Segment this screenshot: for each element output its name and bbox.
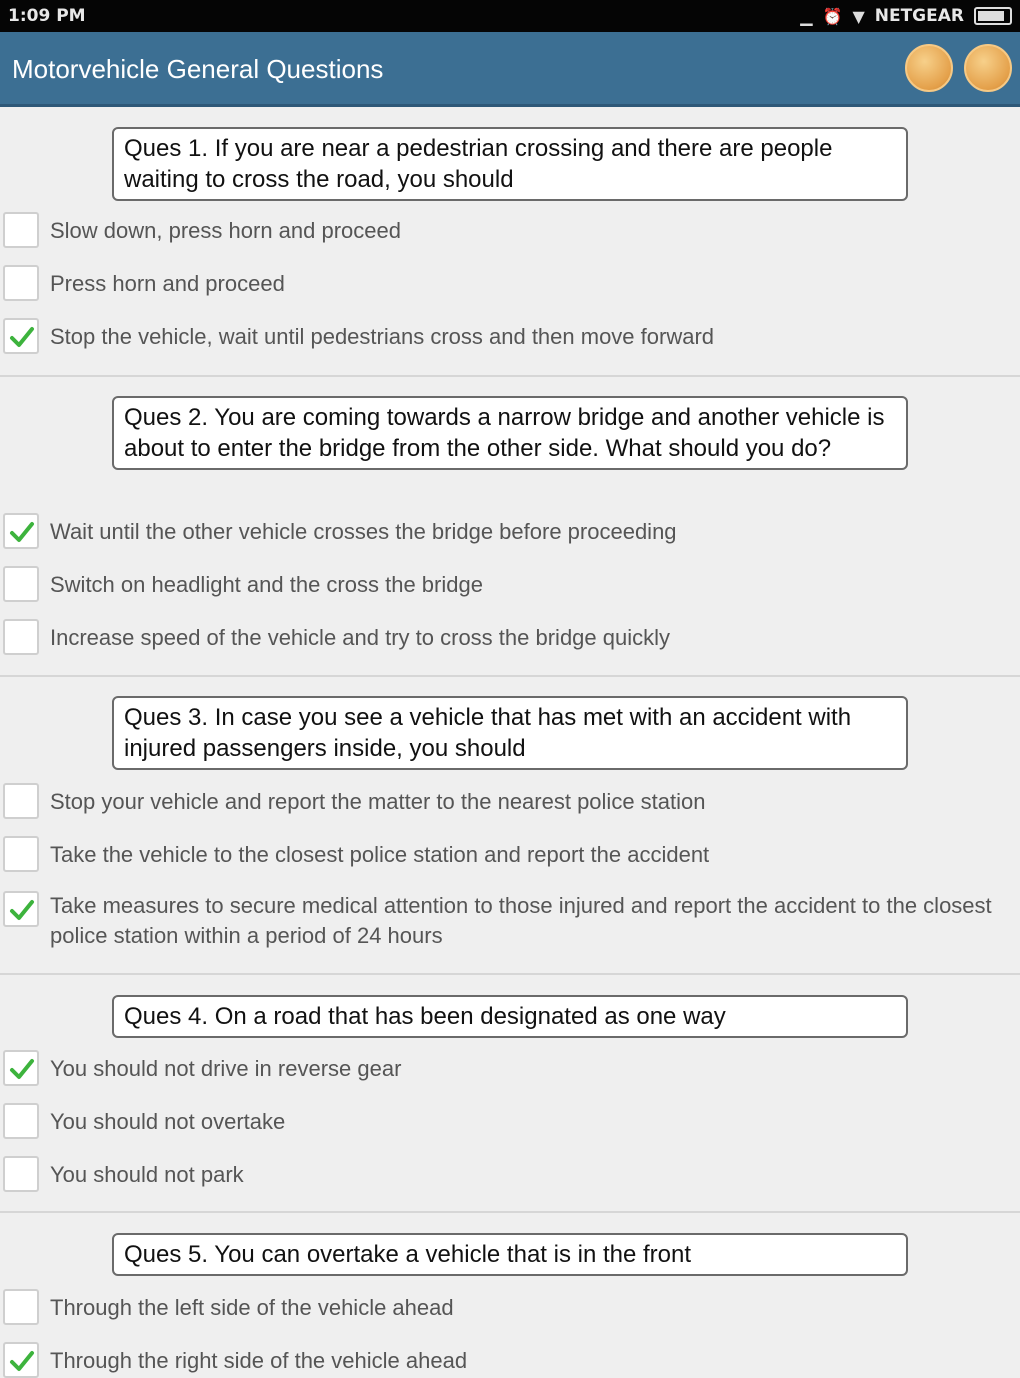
wifi-icon: ▼ xyxy=(852,6,865,26)
check-icon xyxy=(8,1055,36,1083)
checkbox[interactable] xyxy=(3,619,39,655)
status-carrier: NETGEAR xyxy=(874,6,964,26)
status-time: 1:09 PM xyxy=(8,6,86,26)
signal-icon: ▁ xyxy=(800,6,813,26)
option-label[interactable]: Stop your vehicle and report the matter to the nearest police station xyxy=(50,789,706,814)
coin-button-left[interactable] xyxy=(905,44,953,92)
option-label[interactable]: Slow down, press horn and proceed xyxy=(50,218,401,243)
checkbox-checked[interactable] xyxy=(3,318,39,354)
checkbox-checked[interactable] xyxy=(3,1342,39,1378)
option-label[interactable]: Through the left side of the vehicle ahead xyxy=(50,1295,454,1320)
question-card: Ques 3. In case you see a vehicle that has met with an accident with injured passengers inside, you should xyxy=(112,696,908,770)
divider xyxy=(0,973,1020,975)
option-label[interactable]: Take the vehicle to the closest police station and report the accident xyxy=(50,842,710,867)
option-label[interactable]: You should not park xyxy=(50,1162,244,1187)
checkbox[interactable] xyxy=(3,836,39,872)
question-card: Ques 4. On a road that has been designated as one way xyxy=(112,995,908,1038)
option-label[interactable]: Stop the vehicle, wait until pedestrians cross and then move forward xyxy=(50,324,715,349)
check-icon xyxy=(8,1347,36,1375)
page-title: Motorvehicle General Questions xyxy=(12,54,384,84)
check-icon xyxy=(8,518,36,546)
battery-icon xyxy=(974,7,1012,25)
checkbox[interactable] xyxy=(3,1156,39,1192)
app-bar xyxy=(0,32,1020,107)
checkbox[interactable] xyxy=(3,1103,39,1139)
option-label[interactable]: You should not overtake xyxy=(50,1109,286,1134)
divider xyxy=(0,675,1020,677)
question-card: Ques 5. You can overtake a vehicle that is in the front xyxy=(112,1233,908,1276)
checkbox-checked[interactable] xyxy=(3,513,39,549)
checkbox-checked[interactable] xyxy=(3,1050,39,1086)
checkbox[interactable] xyxy=(3,212,39,248)
option-label[interactable]: Through the right side of the vehicle ahead xyxy=(50,1348,468,1373)
checkbox[interactable] xyxy=(3,265,39,301)
option-label[interactable]: You should not drive in reverse gear xyxy=(50,1056,402,1081)
checkbox[interactable] xyxy=(3,783,39,819)
check-icon xyxy=(8,896,36,924)
checkbox[interactable] xyxy=(3,1289,39,1325)
check-icon xyxy=(8,323,36,351)
coin-button-right[interactable] xyxy=(964,44,1012,92)
checkbox-checked[interactable] xyxy=(3,891,39,927)
divider xyxy=(0,1211,1020,1213)
option-label[interactable]: Press horn and proceed xyxy=(50,271,285,296)
question-card: Ques 2. You are coming towards a narrow bridge and another vehicle is about to enter the bridge from the other side. What should you do? xyxy=(112,396,908,470)
divider xyxy=(0,375,1020,377)
option-label[interactable]: Take measures to secure medical attention to those injured and report the accident to the closest police station within a period of 24 hours xyxy=(50,893,992,948)
alarm-icon: ⏰ xyxy=(822,6,843,26)
status-icons xyxy=(800,6,1012,26)
question-card: Ques 1. If you are near a pedestrian crossing and there are people waiting to cross the road, you should xyxy=(112,127,908,201)
checkbox[interactable] xyxy=(3,566,39,602)
option-label[interactable]: Increase speed of the vehicle and try to cross the bridge quickly xyxy=(50,625,671,650)
status-bar xyxy=(0,0,1020,32)
option-label[interactable]: Wait until the other vehicle crosses the bridge before proceeding xyxy=(50,519,677,544)
option-label[interactable]: Switch on headlight and the cross the bridge xyxy=(50,572,483,597)
